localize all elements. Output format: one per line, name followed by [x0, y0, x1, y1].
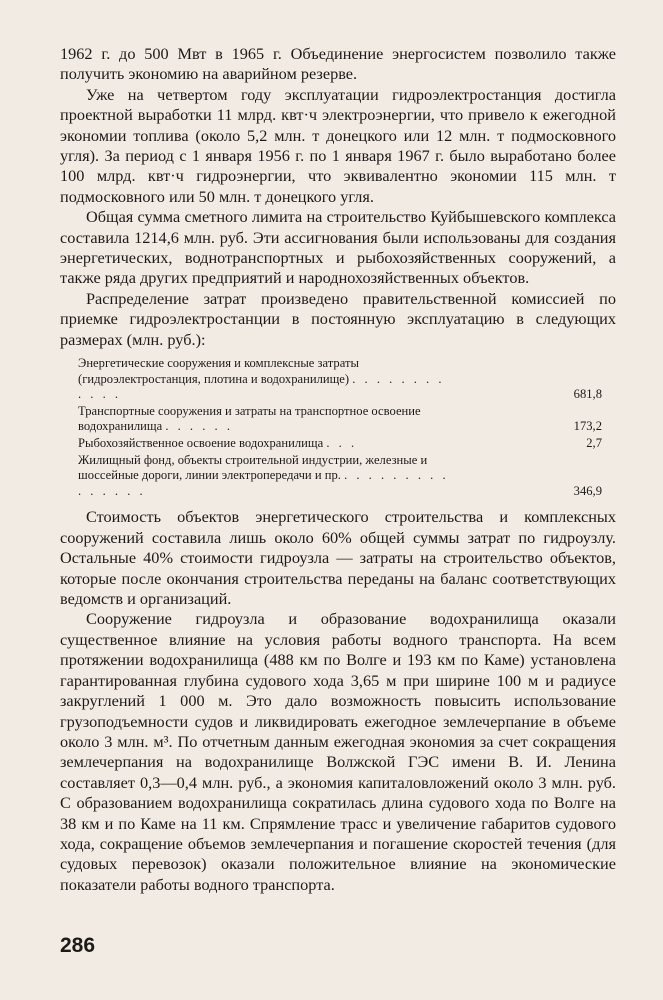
- paragraph-5: Стоимость объектов энергетического строительства и комплексных сооружений составила лишь около 60% общей суммы затрат по гидроузлу. Остальные 40% стоимости гидроузла — затраты на строительство объектов, которые после окончания строительства переданы на баланс соответствующих ведомств и организаций.: [60, 507, 616, 609]
- paragraph-6: Сооружение гидроузла и образование водохранилища оказали существенное влияние на условия работы водного транспорта. На всем протяжении водохранилища (488 км по Волге и 193 км по Каме) установлена гарантированная глубина судового хода 3,65 м при ширине 100 м и радиусе закруглений 1 000 м. Это дало возможность повысить использование грузоподъемности судов и ликвидировать ежегодное землечерпание в объеме около 3 млн. м³. По отчетным данным ежегодная экономия за счет сокращения землечерпания на водохранилище Волжской ГЭС имени В. И. Ленина составляет 0,3—0,4 млн. руб., а экономия капиталовложений около 3 млн. руб. С образованием водохранилища сократилась длина судового хода по Волге на 38 км и по Каме на 11 км. Спрямление трасс и увеличение габаритов судового хода, сокращение объемов землечерпания и погашение скоростей течения (для судовых перевозок) оказали положительное влияние на экономические показатели работы водного транспорта.: [60, 609, 616, 894]
- cost-value: 2,7: [586, 436, 602, 451]
- paragraph-1: 1962 г. до 500 Мвт в 1965 г. Объединение энергосистем позволило также получить экономию на аварийном резерве.: [60, 44, 616, 84]
- page-number: 286: [60, 934, 96, 957]
- cost-distribution-table: [78, 356, 612, 499]
- cost-value: 173,2: [573, 419, 602, 434]
- table-row: [78, 356, 612, 403]
- paragraph-2: Уже на четвертом году эксплуатации гидроэлектростанция достигла проектной выработки 11 млрд. квт·ч электроэнергии, что привело к ежегодной экономии топлива (около 5,2 млн. т донецкого или 12 млн. т подмосковного угля). За период с 1 января 1956 г. по 1 января 1967 г. было выработано более 100 млрд. квт·ч гидроэнергии, что эквивалентно экономии 115 млн. т подмосковного или 50 млн. т донецкого угля.: [60, 84, 616, 206]
- table-row: [78, 453, 612, 500]
- page-body: [60, 44, 616, 895]
- cost-label: Энергетические сооружения и комплексные затраты (гидроэлектростанция, плотина и водохранилище) . . . . . . . . . . . .: [78, 356, 445, 402]
- cost-label: Жилищный фонд, объекты строительной индустрии, железные и шоссейные дороги, линии электропередачи и пр. . . . . . . . . . . . . . . .: [78, 452, 449, 498]
- paragraph-4: Распределение затрат произведено правительственной комиссией по приемке гидроэлектростанции в постоянную эксплуатацию в следующих размерах (млн. руб.):: [60, 288, 616, 349]
- cost-value: 346,9: [573, 483, 602, 498]
- cost-label: Рыбохозяйственное освоение водохранилища . . .: [78, 436, 358, 451]
- paragraph-3: Общая сумма сметного лимита на строительство Куйбышевского комплекса составила 1214,6 млн. руб. Эти ассигнования были использованы для создания энергетических, воднотранспортных и рыбохозяйственных сооружений, а также ряда других предприятий и народнохозяйственных объектов.: [60, 207, 616, 288]
- cost-label: Транспортные сооружения и затраты на транспортное освоение водохранилища . . . . . .: [78, 403, 421, 434]
- table-row: [78, 404, 612, 435]
- table-row: [78, 436, 612, 452]
- cost-value: 681,8: [573, 387, 602, 402]
